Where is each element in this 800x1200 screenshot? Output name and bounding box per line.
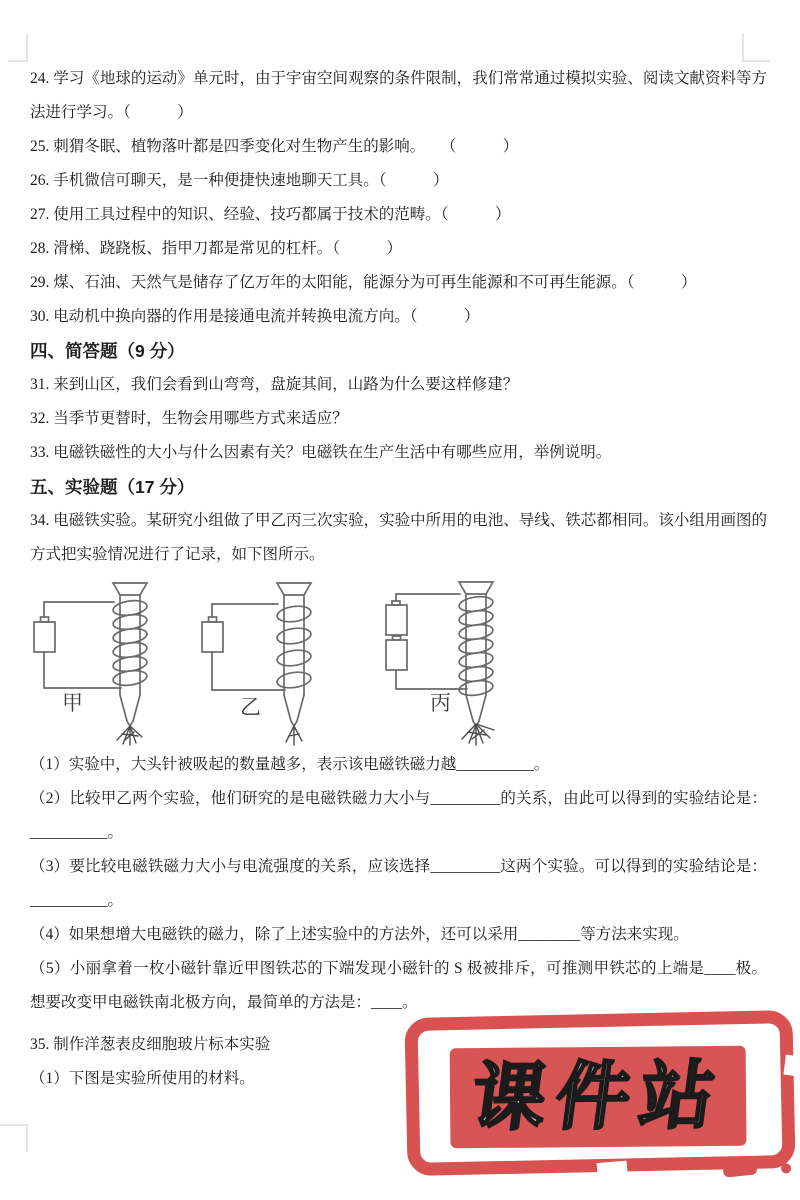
question-24: 24. 学习《地球的运动》单元时，由于宇宙空间观察的条件限制，我们常常通过模拟实验、阅读文献资料等方法进行学习。（ ） xyxy=(30,70,767,121)
courseware-station-stamp xyxy=(405,1011,795,1174)
question-35: 35. 制作洋葱表皮细胞玻片标本实验 xyxy=(30,1036,271,1053)
question-35-sub1: （1）下图是实验所使用的材料。 xyxy=(30,1070,255,1087)
electromagnet-diagram-jia xyxy=(30,574,188,748)
diagram-label-bing: 丙 xyxy=(430,691,451,715)
section-4-title: 四、简答题（9 分） xyxy=(30,341,185,361)
question-34-sub2: （2）比较甲乙两个实验，他们研究的是电磁铁磁力大小与_________的关系，由此可以得到的实验结论是：__________。 xyxy=(30,790,767,841)
question-26: 26. 手机微信可聊天，是一种便捷快速地聊天工具。（ ） xyxy=(30,172,449,189)
question-34-intro: 34. 电磁铁实验。某研究小组做了甲乙丙三次实验，实验中所用的电池、导线、铁芯都相同。该小组用画图的方式把实验情况进行了记录，如下图所示。 xyxy=(30,512,767,563)
question-32: 32. 当季节更替时，生物会用哪些方式来适应？ xyxy=(30,410,348,427)
question-34-sub5: （5）小丽拿着一枚小磁针靠近甲图铁芯的下端发现小磁针的 S 极被排斥，可推测甲铁芯的上端是____极。想要改变甲电磁铁南北极方向，最简单的方法是：____。 xyxy=(30,960,767,1011)
stamp-ink-blob xyxy=(723,1162,758,1177)
diagram-label-yi: 乙 xyxy=(240,695,261,719)
page-corner-mark-top-right xyxy=(742,33,770,62)
question-33: 33. 电磁铁磁性的大小与什么因素有关？电磁铁在生产生活中有哪些应用，举例说明。 xyxy=(30,444,612,461)
exam-paper-body xyxy=(30,62,767,1096)
question-29: 29. 煤、石油、天然气是储存了亿万年的太阳能，能源分为可再生能源和不可再生能源。（ ） xyxy=(30,274,697,291)
question-25: 25. 刺猬冬眠、植物落叶都是四季变化对生物产生的影响。 （ ） xyxy=(30,138,519,155)
question-28: 28. 滑梯、跷跷板、指甲刀都是常见的杠杆。（ ） xyxy=(30,240,403,257)
stamp-ink-blob xyxy=(781,1163,791,1173)
stamp-inner-panel xyxy=(450,1046,747,1149)
section-5-title: 五、实验题（17 分） xyxy=(30,477,195,497)
question-31: 31. 来到山区，我们会看到山弯弯，盘旋其间，山路为什么要这样修建？ xyxy=(30,376,519,393)
electromagnet-diagram-yi xyxy=(198,574,356,748)
stamp-text: 课件站 xyxy=(466,1053,730,1140)
electromagnet-experiment-diagrams xyxy=(30,574,767,748)
question-34-sub1: （1）实验中，大头针被吸起的数量越多，表示该电磁铁磁力越__________。 xyxy=(30,756,550,773)
pins-cluster-jia xyxy=(117,726,142,745)
pins-cluster-bing xyxy=(462,724,494,745)
stamp-brush-gap xyxy=(597,1161,628,1175)
question-34-sub3: （3）要比较电磁铁磁力大小与电流强度的关系，应该选择_________这两个实验。可以得到的实验结论是：__________。 xyxy=(30,858,767,909)
page-corner-mark-bottom-left xyxy=(0,1124,28,1152)
electromagnet-diagram-bing xyxy=(384,574,542,748)
question-30: 30. 电动机中换向器的作用是接通电流并转换电流方向。（ ） xyxy=(30,308,480,325)
stamp-brush-gap xyxy=(783,1055,797,1076)
pins-cluster-yi xyxy=(286,726,302,745)
question-27: 27. 使用工具过程中的知识、经验、技巧都属于技术的范畴。（ ） xyxy=(30,206,511,223)
page-corner-mark-top-left xyxy=(8,33,28,62)
question-34-sub4: （4）如果想增大电磁铁的磁力，除了上述实验中的方法外，还可以采用________等方法来实现。 xyxy=(30,926,689,943)
diagram-label-jia: 甲 xyxy=(62,691,83,715)
